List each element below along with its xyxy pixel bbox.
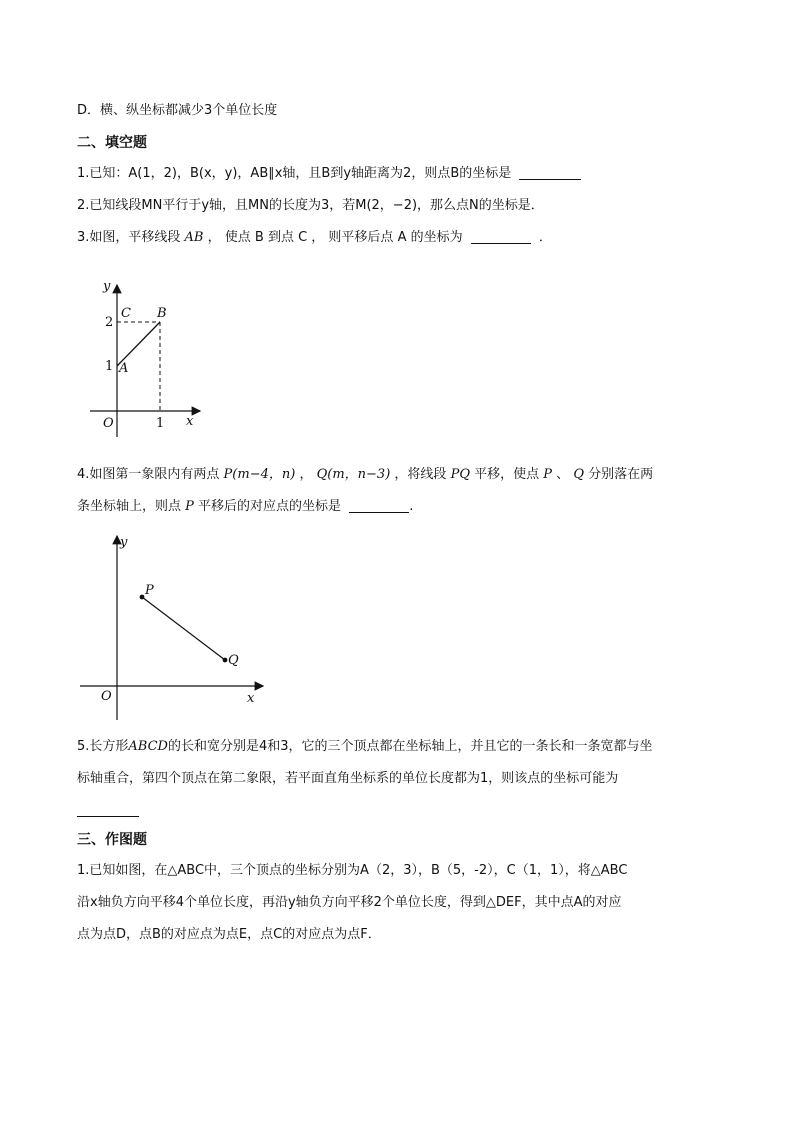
answer-blank <box>77 802 139 817</box>
section-3-title: 三、作图题 <box>77 832 147 848</box>
y-tick-2: 2 <box>105 315 114 330</box>
point-q-label: Q <box>228 653 239 668</box>
figure-2-coordinate-graph <box>75 530 275 730</box>
segment-pq-line <box>142 597 225 660</box>
point-b-label: B <box>157 306 167 321</box>
origin-label: O <box>101 689 112 704</box>
question-2-5-line-2: 标轴重合，第四个顶点在第二象限，若平面直角坐标系的单位长度都为1，则该点的坐标可能为 <box>77 771 619 786</box>
point-q-expr: Q(m，n−3) <box>316 467 391 482</box>
question-2-4-text-4: 分别落在两 <box>588 467 654 482</box>
segment-pq: PQ <box>450 467 470 482</box>
y-axis-label: y <box>120 535 128 550</box>
question-2-3-text-2: ， 使点 B 到点 C ， 则平移后点 A 的坐标为 <box>207 230 463 245</box>
point-p-dot <box>140 595 145 600</box>
period: . <box>409 499 414 514</box>
question-2-3-text: 3.如图，平移线段 <box>77 230 181 245</box>
separator-2: 、 <box>556 467 570 482</box>
rectangle-abcd: ABCD <box>128 739 168 754</box>
point-q: Q <box>573 467 584 482</box>
question-2-5-line-1 <box>77 738 653 756</box>
question-2-4-line-2 <box>77 498 413 516</box>
x-axis-label: x <box>247 691 255 706</box>
question-2-4-text-2: ，将线段 <box>394 467 447 482</box>
drawing-question-1-line-3: 点为点D，点B的对应点为点E，点C的对应点为点F． <box>77 927 381 942</box>
origin-label: O <box>103 416 114 431</box>
y-tick-1: 1 <box>105 359 114 374</box>
choice-d: D．横、纵坐标都减少3个单位长度 <box>77 103 278 118</box>
drawing-question-1-line-2: 沿x轴负方向平移4个单位长度，再沿y轴负方向平移2个单位长度，得到△DEF，其中点A的对应 <box>77 895 622 910</box>
question-2-5-text-2: 的长和宽分别是4和3，它的三个顶点都在坐标轴上，并且它的一条长和一条宽都与坐 <box>167 739 653 754</box>
question-2-2: 2.已知线段MN平行于y轴，且MN的长度为3，若M(2，−2)，那么点N的坐标是． <box>77 198 544 213</box>
y-axis-label: y <box>103 279 111 294</box>
x-tick-1: 1 <box>156 416 165 431</box>
separator: ， <box>299 467 313 482</box>
segment-ab: AB <box>184 230 204 245</box>
answer-blank <box>519 165 581 180</box>
question-2-1-text: 1.已知：A(1，2)，B(x，y)，AB∥x轴，且B到y轴距离为2，则点B的坐标是 <box>77 166 512 181</box>
question-2-4-text: 4.如图第一象限内有两点 <box>77 467 220 482</box>
answer-blank <box>471 229 531 244</box>
question-2-4-line-1 <box>77 466 653 484</box>
section-2-title: 二、填空题 <box>77 135 147 151</box>
question-2-3 <box>77 229 552 247</box>
point-p-expr: P(m−4，n) <box>223 467 296 482</box>
question-2-4-text-6: 平移后的对应点的坐标是 <box>198 499 342 514</box>
question-2-5-text: 5.长方形 <box>77 739 129 754</box>
point-p-label: P <box>145 583 154 598</box>
drawing-question-1-line-1: 1.已知如图，在△ABC中，三个顶点的坐标分别为A（2，3），B（5，-2），C（1，1），将△ABC <box>77 863 628 878</box>
question-2-3-end: ． <box>538 230 552 245</box>
question-2-4-text-5: 条坐标轴上，则点 <box>77 499 182 514</box>
point-p: P <box>543 467 553 482</box>
figure-1-coordinate-graph <box>85 275 225 445</box>
point-q-dot <box>223 658 228 663</box>
x-axis-label: x <box>186 414 194 429</box>
point-p: P <box>185 499 194 514</box>
question-2-1 <box>77 165 581 183</box>
segment-ab-line <box>117 322 160 366</box>
question-2-4-text-3: 平移，使点 <box>474 467 540 482</box>
point-c-label: C <box>121 306 131 321</box>
point-a-label: A <box>119 361 129 376</box>
answer-blank <box>349 498 409 513</box>
